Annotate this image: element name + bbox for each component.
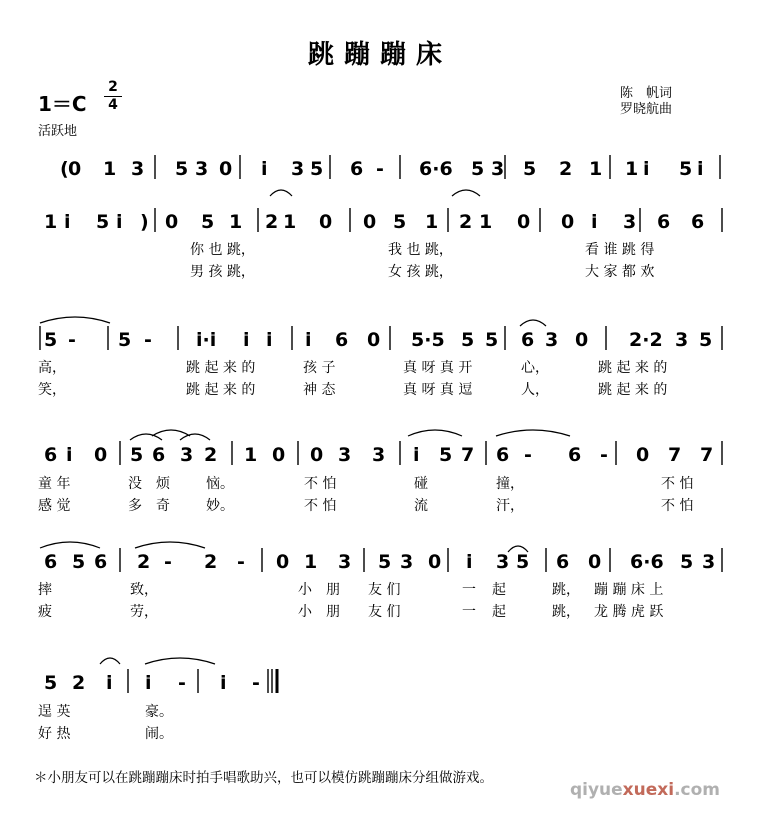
lyric-line: 人， bbox=[521, 382, 549, 398]
note-glyph: 3 bbox=[338, 551, 352, 573]
note-glyph: - bbox=[178, 672, 186, 694]
lyric-line: 跳 起 来 的 bbox=[598, 382, 668, 398]
note-glyph: i bbox=[266, 329, 273, 351]
watermark bbox=[570, 780, 720, 800]
note-glyph: 3 bbox=[195, 158, 209, 180]
note-glyph: 5 bbox=[175, 158, 189, 180]
lyric-line: 闹。 bbox=[145, 726, 173, 742]
note-glyph: ( bbox=[60, 158, 69, 180]
note-glyph: 0 bbox=[276, 551, 290, 573]
note-glyph: - bbox=[376, 158, 384, 180]
note-glyph: 3 bbox=[545, 329, 559, 351]
note-glyph: 2 bbox=[204, 444, 218, 466]
note-glyph: 5 bbox=[516, 551, 530, 573]
note-glyph: - bbox=[68, 329, 76, 351]
lyric-line: 友 们 bbox=[368, 604, 401, 620]
note-glyph: i bbox=[643, 158, 650, 180]
note-glyph: 5 bbox=[310, 158, 324, 180]
lyric-line: 没 烦 bbox=[128, 476, 170, 492]
lyric-line: 起 bbox=[492, 582, 506, 598]
note-glyph: 6 bbox=[152, 444, 166, 466]
note-glyph: 3 bbox=[338, 444, 352, 466]
note-glyph: 0 bbox=[219, 158, 233, 180]
tie-slur bbox=[520, 320, 546, 326]
note-glyph: - bbox=[600, 444, 608, 466]
note-glyph: 2 bbox=[559, 158, 573, 180]
lyric-line: 神 态 bbox=[303, 382, 336, 398]
lyric-line: 起 bbox=[492, 604, 506, 620]
lyric-line: 不 怕 bbox=[304, 498, 337, 514]
tie-slur bbox=[100, 658, 120, 664]
lyric-line: 大 家 都 欢 bbox=[585, 264, 655, 280]
note-glyph: 2 bbox=[204, 551, 218, 573]
time-bottom: 4 bbox=[108, 97, 118, 113]
key-signature: 1＝C bbox=[38, 92, 87, 116]
note-glyph: 2 bbox=[459, 211, 473, 233]
note-glyph: 6 bbox=[335, 329, 349, 351]
note-glyph: 1 bbox=[425, 211, 439, 233]
note-glyph: 1 bbox=[589, 158, 603, 180]
lyric-line: 恼。 bbox=[206, 476, 234, 492]
tie-slur bbox=[180, 434, 210, 440]
watermark-part: qiyue bbox=[569, 780, 623, 800]
note-glyph: 0 bbox=[310, 444, 324, 466]
lyric-line: 不 怕 bbox=[304, 476, 337, 492]
note-glyph: 6 bbox=[521, 329, 535, 351]
note-glyph: 5·5 bbox=[411, 329, 445, 351]
lyric-line: 疲 bbox=[38, 604, 52, 620]
tie-slur bbox=[452, 190, 480, 196]
note-glyph: 6 bbox=[94, 551, 108, 573]
note-glyph: i bbox=[466, 551, 473, 573]
lyric-line: 笑， bbox=[38, 382, 66, 398]
note-glyph: 3 bbox=[180, 444, 194, 466]
note-glyph: 5 bbox=[378, 551, 392, 573]
note-glyph: 7 bbox=[461, 444, 475, 466]
note-glyph: 2 bbox=[72, 672, 86, 694]
note-glyph: 5 bbox=[72, 551, 86, 573]
note-glyph: 5 bbox=[680, 551, 694, 573]
note-glyph: 6 bbox=[657, 211, 671, 233]
page-title: 跳蹦蹦床 bbox=[307, 40, 452, 70]
lyric-line: 真 呀 真 逗 bbox=[403, 382, 473, 398]
note-glyph: i bbox=[697, 158, 704, 180]
note-glyph: 0 bbox=[367, 329, 381, 351]
lyric-line: 看 谁 跳 得 bbox=[585, 242, 655, 258]
time-top: 2 bbox=[108, 79, 118, 95]
tie-slur bbox=[40, 542, 100, 548]
note-glyph: i bbox=[66, 444, 73, 466]
note-glyph: 3 bbox=[372, 444, 386, 466]
note-glyph: 5 bbox=[699, 329, 713, 351]
lyric-line: 撞， bbox=[496, 476, 524, 492]
note-glyph: 5 bbox=[201, 211, 215, 233]
lyric-line: 男 孩 跳， bbox=[190, 264, 255, 280]
note-glyph: 3 bbox=[623, 211, 637, 233]
note-glyph: 5 bbox=[439, 444, 453, 466]
lyric-line: 孩 子 bbox=[303, 360, 336, 376]
note-glyph: 3 bbox=[491, 158, 505, 180]
note-glyph: 0 bbox=[636, 444, 650, 466]
watermark-part: .com bbox=[674, 780, 720, 800]
note-glyph: i bbox=[116, 211, 123, 233]
note-glyph: 3 bbox=[291, 158, 305, 180]
lyric-line: 劳， bbox=[130, 604, 158, 620]
lyric-line: 跳 起 来 的 bbox=[598, 360, 668, 376]
note-glyph: - bbox=[144, 329, 152, 351]
lyric-line: 小 朋 bbox=[298, 604, 340, 620]
lyric-line: 一 bbox=[462, 604, 476, 620]
note-glyph: 5 bbox=[523, 158, 537, 180]
note-glyph: 5 bbox=[96, 211, 110, 233]
note-glyph: 0 bbox=[428, 551, 442, 573]
note-glyph: 6 bbox=[44, 444, 58, 466]
note-glyph: 5 bbox=[461, 329, 475, 351]
lyric-line: 你 也 跳， bbox=[190, 242, 255, 258]
tie-slur bbox=[408, 430, 462, 436]
note-glyph: 5 bbox=[393, 211, 407, 233]
lyric-line: 不 怕 bbox=[661, 498, 694, 514]
note-glyph: 1 bbox=[283, 211, 297, 233]
lyricist-credit: 陈 帆词 bbox=[620, 86, 673, 101]
note-glyph: 2 bbox=[137, 551, 151, 573]
tie-slur bbox=[496, 430, 570, 436]
note-glyph: ) bbox=[140, 211, 149, 233]
note-glyph: i bbox=[145, 672, 152, 694]
lyric-line: 好 热 bbox=[38, 726, 71, 742]
note-glyph: 5 bbox=[679, 158, 693, 180]
lyric-line: 多 奇 bbox=[128, 498, 170, 514]
note-glyph: 6·6 bbox=[630, 551, 664, 573]
footnote: ＊小朋友可以在跳蹦蹦床时拍手唱歌助兴，也可以模仿跳蹦蹦床分组做游戏。 bbox=[34, 770, 493, 786]
note-glyph: 0 bbox=[363, 211, 377, 233]
lyric-line: 我 也 跳， bbox=[388, 242, 453, 258]
lyric-line: 童 年 bbox=[38, 476, 71, 492]
note-glyph: 1 bbox=[479, 211, 493, 233]
note-glyph: 1 bbox=[244, 444, 258, 466]
note-glyph: 6 bbox=[350, 158, 364, 180]
lyric-line: 高， bbox=[38, 360, 66, 376]
lyric-line: 心， bbox=[521, 360, 549, 376]
watermark-part: xuexi bbox=[622, 780, 675, 800]
lyric-line: 不 怕 bbox=[661, 476, 694, 492]
note-glyph: i bbox=[305, 329, 312, 351]
note-glyph: - bbox=[164, 551, 172, 573]
lyric-line: 豪。 bbox=[145, 704, 173, 720]
note-glyph: i bbox=[220, 672, 227, 694]
note-glyph: 3 bbox=[496, 551, 510, 573]
lyric-line: 妙。 bbox=[206, 498, 234, 514]
lyric-line: 跳， bbox=[552, 604, 580, 620]
lyric-line: 致， bbox=[130, 582, 158, 598]
note-glyph: 6·6 bbox=[419, 158, 453, 180]
note-glyph: i bbox=[64, 211, 71, 233]
note-glyph: i bbox=[261, 158, 268, 180]
note-glyph: i bbox=[591, 211, 598, 233]
note-glyph: 3 bbox=[702, 551, 716, 573]
lyric-line: 女 孩 跳， bbox=[388, 264, 453, 280]
note-glyph: i bbox=[106, 672, 113, 694]
lyric-line: 感 觉 bbox=[38, 498, 71, 514]
note-glyph: 1 bbox=[304, 551, 318, 573]
note-glyph: 0 bbox=[272, 444, 286, 466]
note-glyph: 6 bbox=[556, 551, 570, 573]
lyric-line: 流 bbox=[414, 498, 428, 514]
note-glyph: 5 bbox=[471, 158, 485, 180]
note-glyph: 0 bbox=[165, 211, 179, 233]
note-glyph: 3 bbox=[400, 551, 414, 573]
tie-slur bbox=[135, 542, 205, 548]
note-glyph: 5 bbox=[44, 329, 58, 351]
note-glyph: 5 bbox=[118, 329, 132, 351]
note-glyph: 1 bbox=[44, 211, 58, 233]
lyric-line: 摔 bbox=[38, 582, 52, 598]
note-glyph: 5 bbox=[130, 444, 144, 466]
lyric-line: 友 们 bbox=[368, 582, 401, 598]
note-glyph: 0 bbox=[517, 211, 531, 233]
note-glyph: i bbox=[243, 329, 250, 351]
note-glyph: 6 bbox=[496, 444, 510, 466]
tie-slur bbox=[152, 430, 190, 436]
note-glyph: 0 bbox=[575, 329, 589, 351]
tie-slur bbox=[270, 190, 292, 196]
note-glyph: 5 bbox=[44, 672, 58, 694]
lyric-line: 小 朋 bbox=[298, 582, 340, 598]
tie-slur bbox=[130, 434, 162, 440]
note-glyph: 0 bbox=[561, 211, 575, 233]
note-glyph: 0 bbox=[588, 551, 602, 573]
lyric-line: 跳 起 来 的 bbox=[186, 382, 256, 398]
lyric-line: 真 呀 真 开 bbox=[403, 360, 473, 376]
note-glyph: 1 bbox=[625, 158, 639, 180]
note-glyph: i bbox=[413, 444, 420, 466]
note-glyph: 2·2 bbox=[629, 329, 663, 351]
note-glyph: - bbox=[237, 551, 245, 573]
note-glyph: 6 bbox=[568, 444, 582, 466]
note-glyph: 7 bbox=[668, 444, 682, 466]
tie-slur bbox=[145, 658, 215, 664]
note-glyph: 2 bbox=[265, 211, 279, 233]
lyric-line: 蹦 蹦 床 上 bbox=[594, 582, 664, 598]
note-glyph: 3 bbox=[131, 158, 145, 180]
tempo-marking: 活跃地 bbox=[38, 124, 78, 139]
lyric-line: 汗， bbox=[496, 498, 524, 514]
note-glyph: 0 bbox=[94, 444, 108, 466]
tie-slur bbox=[40, 317, 110, 323]
note-glyph: - bbox=[252, 672, 260, 694]
note-glyph: i·i bbox=[196, 329, 217, 351]
lyric-line: 龙 腾 虎 跃 bbox=[594, 604, 664, 620]
lyric-line: 碰 bbox=[414, 476, 428, 492]
lyric-line: 跳 起 来 的 bbox=[186, 360, 256, 376]
note-glyph: 5 bbox=[485, 329, 499, 351]
note-glyph: 1 bbox=[229, 211, 243, 233]
note-glyph: 7 bbox=[700, 444, 714, 466]
note-glyph: 6 bbox=[691, 211, 705, 233]
lyric-line: 一 bbox=[462, 582, 476, 598]
note-glyph: 3 bbox=[675, 329, 689, 351]
note-glyph: 1 bbox=[103, 158, 117, 180]
composer-credit: 罗晓航曲 bbox=[620, 102, 673, 117]
lyric-line: 跳， bbox=[552, 582, 580, 598]
lyric-line: 逞 英 bbox=[38, 704, 71, 720]
note-glyph: - bbox=[524, 444, 532, 466]
note-glyph: 6 bbox=[44, 551, 58, 573]
note-glyph: 0 bbox=[319, 211, 333, 233]
note-glyph: 0 bbox=[68, 158, 82, 180]
